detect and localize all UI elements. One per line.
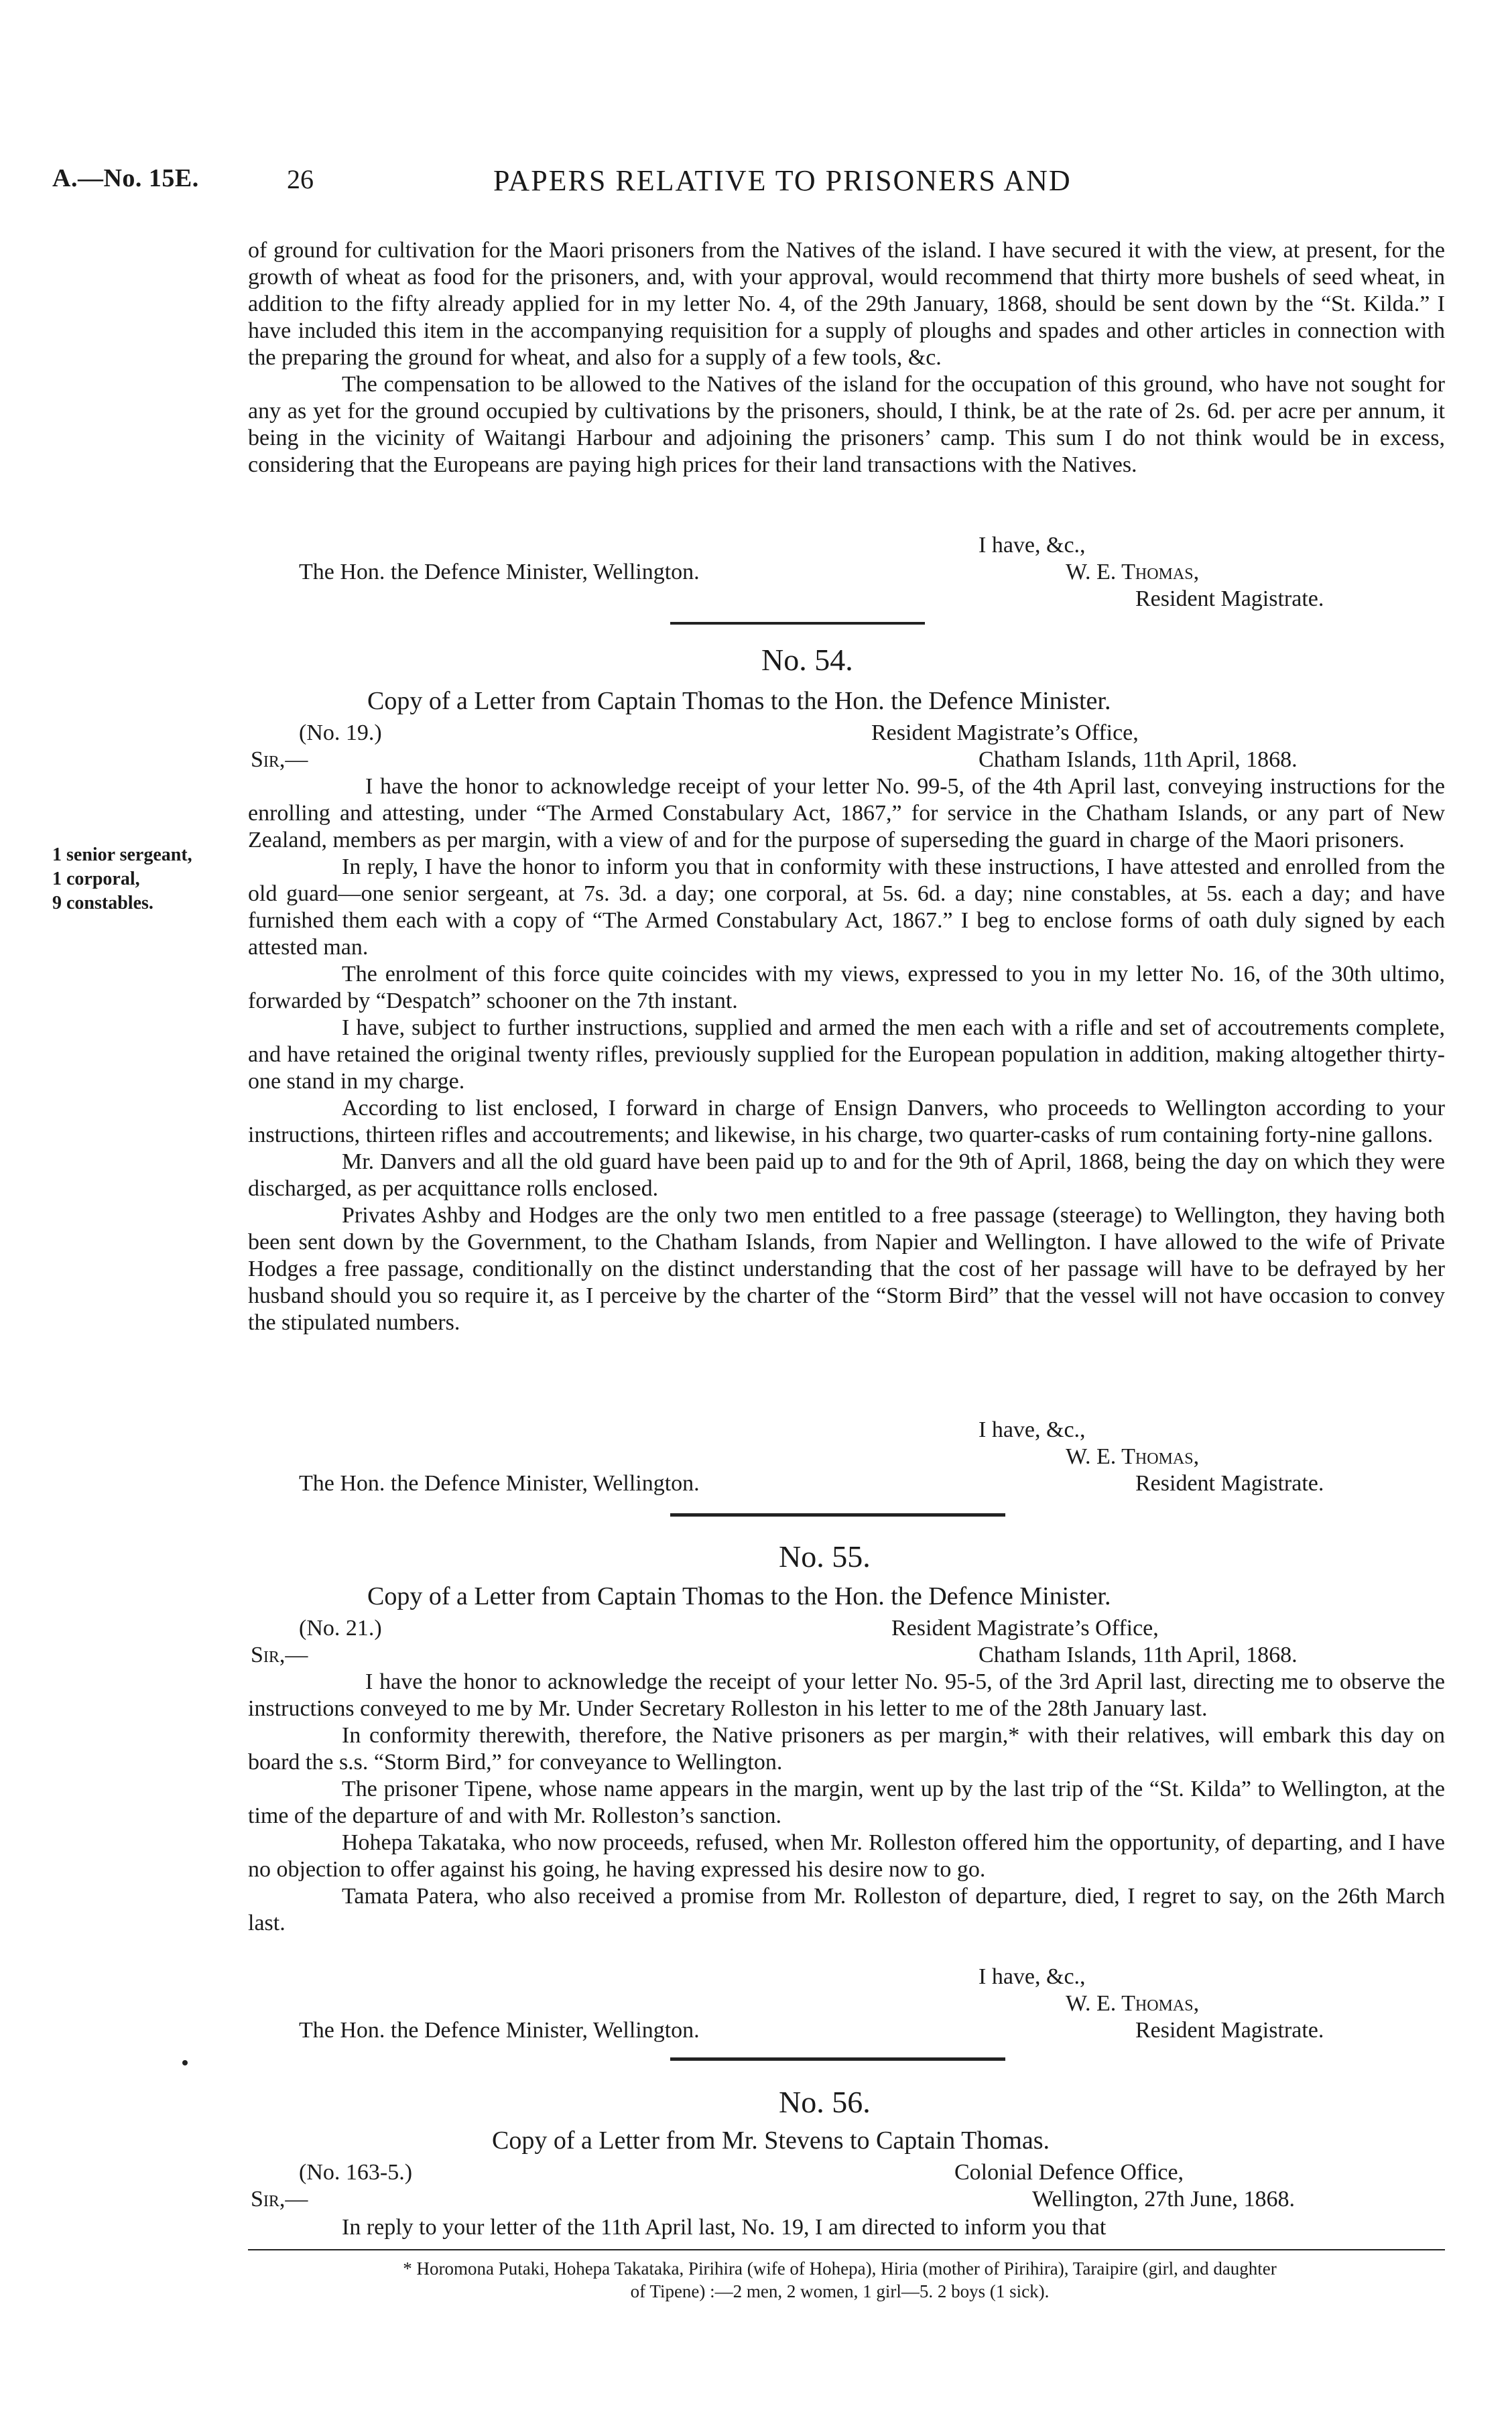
intro-body <box>248 237 1445 479</box>
margin-note-line: 1 senior sergeant, <box>52 844 192 865</box>
letter-54-salutation: Sir,— <box>251 747 308 772</box>
divider-rule <box>670 1513 1005 1517</box>
footnote-rule <box>248 2249 1445 2250</box>
series-label: A.—No. 15E. <box>52 164 199 192</box>
letter-55-body <box>248 1669 1445 1937</box>
letter-54-closing: I have, &c., <box>979 1417 1086 1442</box>
intro-paragraph-2: The compensation to be allowed to the Natives of the island for the occupation of this ground, who have not sought for any as yet for the ground occupied by cultivations by the prisoners, should, I think, be at the rate of 2s. 6d. per acre per annum, it being in the vicinity of Waitangi Harbour and adjoining the prisoners’ camp. This sum I do not think would be in excess, considering that the Europeans are paying high prices for their land transactions with the Natives. <box>248 372 1445 477</box>
intro-signer: W. E. Thomas, <box>1066 560 1200 584</box>
letter-54-body <box>248 773 1445 1336</box>
letter-55-signer: W. E. Thomas, <box>1066 1991 1200 2016</box>
divider-rule <box>670 2057 1005 2061</box>
letter-55-office: Resident Magistrate’s Office, <box>891 1616 1159 1641</box>
letter-54-paragraph: I have, subject to further instructions, supplied and armed the men each with a rifle and set of accoutrements complete, and have retained the original twenty rifles, previously supplied for the European population in addition, making altogether thirty-one stand in my charge. <box>248 1015 1445 1094</box>
letter-54-signer: W. E. Thomas, <box>1066 1444 1200 1469</box>
letter-54-paragraph: The enrolment of this force quite coincides with my views, expressed to you in my letter No. 16, of the 30th ultimo, forwarded by “Despatch” schooner on the 7th instant. <box>248 962 1445 1013</box>
letter-55-paragraph: Tamata Patera, who also received a promise from Mr. Rolleston of departure, died, I regret to say, on the 26th March last. <box>248 1884 1445 1935</box>
letter-55-number: No. 55. <box>779 1539 871 1574</box>
intro-addressee: The Hon. the Defence Minister, Wellington. <box>299 560 700 584</box>
letter-55-closing: I have, &c., <box>979 1964 1086 1989</box>
letter-55-paragraph: I have the honor to acknowledge the receipt of your letter No. 95-5, of the 3rd April last, directing me to observe the instructions conveyed to me by Mr. Under Secretary Rolleston in his letter to me of the 28th January last. <box>248 1669 1445 1721</box>
letter-54-paragraph: According to list enclosed, I forward in charge of Ensign Danvers, who proceeds to Wellington according to your instructions, thirteen rifles and accoutrements; and likewise, in his charge, two quarter-casks of rum containing forty-nine gallons. <box>248 1096 1445 1147</box>
margin-note-line: 1 corporal, <box>52 869 140 889</box>
letter-55-ref: (No. 21.) <box>299 1616 382 1641</box>
intro-paragraph-1: of ground for cultivation for the Maori prisoners from the Natives of the island. I have secured it with the view, at present, for the growth of wheat as food for the prisoners, and, with your approval, would recommend that thirty more bushels of seed wheat, in addition to the fifty already applied for in my letter No. 4, of the 29th January, 1868, should be sent down by the “St. Kilda.” I have included this item in the accompanying requisition for a supply of ploughs and spades and other articles in connection with the preparing the ground for wheat, and also for a supply of a few tools, &c. <box>248 238 1445 370</box>
ink-mark <box>182 2060 188 2065</box>
letter-54-number: No. 54. <box>761 643 853 677</box>
letter-56-title: Copy of a Letter from Mr. Stevens to Captain Thomas. <box>492 2126 1050 2155</box>
divider-rule <box>670 622 925 625</box>
letter-55-addressee: The Hon. the Defence Minister, Wellington. <box>299 2018 700 2043</box>
letter-55-place-date: Chatham Islands, 11th April, 1868. <box>979 1643 1298 1667</box>
footnote-line: * Horomona Putaki, Hohepa Takataka, Pirihira (wife of Hohepa), Hiria (mother of Pirihira), Taraipire (girl, and daughter <box>403 2258 1277 2279</box>
letter-54-ref: (No. 19.) <box>299 720 382 745</box>
page-title: PAPERS RELATIVE TO PRISONERS AND <box>493 164 1072 197</box>
letter-56-salutation: Sir,— <box>251 2187 308 2212</box>
letter-56-paragraph: In reply to your letter of the 11th April last, No. 19, I am directed to inform you that <box>342 2215 1107 2240</box>
letter-54-paragraph: I have the honor to acknowledge receipt of your letter No. 99-5, of the 4th April last, conveying instructions for the enrolling and attesting, under “The Armed Constabulary Act, 1867,” for service in the Chatham Islands, or any part of New Zealand, members as per margin, with a view of and for the purpose of superseding the guard in charge of the Maori prisoners. <box>248 774 1445 852</box>
page-number: 26 <box>287 164 314 194</box>
letter-54-place-date: Chatham Islands, 11th April, 1868. <box>979 747 1298 772</box>
footnote <box>235 2257 1445 2303</box>
margin-note <box>52 843 192 915</box>
letter-54-signer-title: Resident Magistrate. <box>1135 1471 1324 1496</box>
letter-56-office: Colonial Defence Office, <box>954 2160 1184 2185</box>
letter-55-paragraph: The prisoner Tipene, whose name appears in the margin, went up by the last trip of the “St. Kilda” to Wellington, at the time of the departure of and with Mr. Rolleston’s sanction. <box>248 1777 1445 1828</box>
letter-55-paragraph: In conformity therewith, therefore, the Native prisoners as per margin,* with their relatives, will embark this day on board the s.s. “Storm Bird,” for conveyance to Wellington. <box>248 1723 1445 1775</box>
letter-54-title: Copy of a Letter from Captain Thomas to the Hon. the Defence Minister. <box>367 687 1111 715</box>
letter-56-place-date: Wellington, 27th June, 1868. <box>1032 2187 1296 2212</box>
letter-55-salutation: Sir,— <box>251 1643 308 1667</box>
letter-56-ref: (No. 163-5.) <box>299 2160 413 2185</box>
letter-54-addressee: The Hon. the Defence Minister, Wellington. <box>299 1471 700 1496</box>
letter-54-office: Resident Magistrate’s Office, <box>871 720 1139 745</box>
letter-54-paragraph: Mr. Danvers and all the old guard have been paid up to and for the 9th of April, 1868, being the day on which they were discharged, as per acquittance rolls enclosed. <box>248 1149 1445 1201</box>
letter-55-title: Copy of a Letter from Captain Thomas to the Hon. the Defence Minister. <box>367 1582 1111 1610</box>
intro-closing: I have, &c., <box>979 533 1086 558</box>
intro-signer-title: Resident Magistrate. <box>1135 586 1324 611</box>
margin-note-line: 9 constables. <box>52 893 153 913</box>
letter-56-number: No. 56. <box>779 2085 871 2119</box>
letter-54-paragraph: In reply, I have the honor to inform you that in conformity with these instructions, I have attested and enrolled from the old guard—one senior sergeant, at 7s. 3d. a day; one corporal, at 5s. 6d. a day; nine constables, at 5s. each a day; and have furnished them each with a copy of “The Armed Constabulary Act, 1867.” I beg to enclose forms of oath duly signed by each attested man. <box>248 854 1445 960</box>
footnote-line: of Tipene) :—2 men, 2 women, 1 girl—5. 2 boys (1 sick). <box>630 2281 1050 2301</box>
letter-55-signer-title: Resident Magistrate. <box>1135 2018 1324 2043</box>
letter-54-paragraph: Privates Ashby and Hodges are the only two men entitled to a free passage (steerage) to Wellington, they having both been sent down by the Government, to the Chatham Islands, from Napier and Wellington. I have allowed to the wife of Private Hodges a free passage, conditionally on the distinct understanding that the cost of her passage will have to be defrayed by her husband should you so require it, as I perceive by the charter of the “Storm Bird” that the vessel will not have occasion to convey the stipulated numbers. <box>248 1203 1445 1335</box>
letter-55-paragraph: Hohepa Takataka, who now proceeds, refused, when Mr. Rolleston offered him the opportunity, of departing, and I have no objection to offer against his going, he having expressed his desire now to go. <box>248 1830 1445 1882</box>
